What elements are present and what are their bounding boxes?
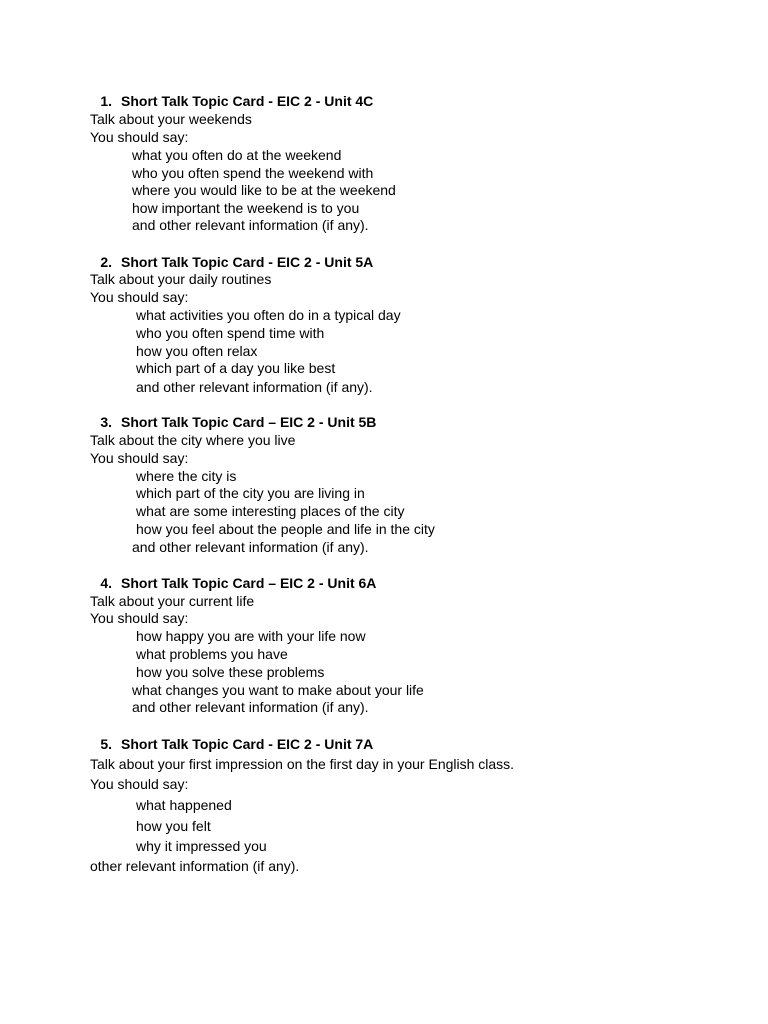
card-point: how you often relax <box>136 343 258 359</box>
card-heading <box>90 254 373 272</box>
you-should-say-label: You should say: <box>90 289 189 305</box>
card-point: and other relevant information (if any). <box>132 699 369 715</box>
card-point: what happened <box>136 797 232 813</box>
card-prompt: Talk about your first impression on the first day in your English class. <box>90 756 515 772</box>
card-heading <box>90 575 376 593</box>
card-point: how happy you are with your life now <box>136 628 366 644</box>
card-title: Short Talk Topic Card – EIC 2 - Unit 5B <box>121 414 377 430</box>
card-point: why it impressed you <box>136 838 267 854</box>
card-number: 2. <box>100 254 112 270</box>
card-number: 1. <box>100 93 112 109</box>
card-title: Short Talk Topic Card - EIC 2 - Unit 7A <box>121 736 374 752</box>
you-should-say-label: You should say: <box>90 129 189 145</box>
card-number: 3. <box>100 414 112 430</box>
card-point: and other relevant information (if any). <box>132 217 369 233</box>
card-title: Short Talk Topic Card - EIC 2 - Unit 4C <box>121 93 374 109</box>
card-number: 5. <box>100 736 112 752</box>
card-point: how you felt <box>136 818 211 834</box>
card-point: what changes you want to make about your life <box>132 682 424 698</box>
card-title: Short Talk Topic Card – EIC 2 - Unit 6A <box>121 575 377 591</box>
card-title: Short Talk Topic Card - EIC 2 - Unit 5A <box>121 254 374 270</box>
card-point: who you often spend time with <box>136 325 325 341</box>
card-point: which part of the city you are living in <box>136 485 365 501</box>
card-heading <box>90 736 373 754</box>
card-point: where the city is <box>136 468 237 484</box>
card-point: how important the weekend is to you <box>132 200 360 216</box>
card-heading <box>90 414 376 432</box>
card-point: and other relevant information (if any). <box>132 539 369 555</box>
you-should-say-label: You should say: <box>90 610 189 626</box>
card-point: what problems you have <box>136 646 288 662</box>
card-prompt: Talk about the city where you live <box>90 432 296 448</box>
card-prompt: Talk about your daily routines <box>90 271 272 287</box>
you-should-say-label: You should say: <box>90 776 189 792</box>
card-point: and other relevant information (if any). <box>136 379 373 395</box>
card-number: 4. <box>100 575 112 591</box>
card-heading <box>90 93 373 111</box>
card-prompt: Talk about your current life <box>90 593 255 609</box>
card-point: what are some interesting places of the city <box>136 503 405 519</box>
card-point: what you often do at the weekend <box>132 147 342 163</box>
card-point: how you solve these problems <box>136 664 325 680</box>
you-should-say-label: You should say: <box>90 450 189 466</box>
card-point: where you would like to be at the weekend <box>132 182 396 198</box>
card-closing: other relevant information (if any). <box>90 858 300 874</box>
card-point: what activities you often do in a typical day <box>136 307 401 323</box>
card-prompt: Talk about your weekends <box>90 111 252 127</box>
card-point: who you often spend the weekend with <box>132 165 374 181</box>
card-point: how you feel about the people and life in the city <box>136 521 435 537</box>
card-point: which part of a day you like best <box>136 360 336 376</box>
